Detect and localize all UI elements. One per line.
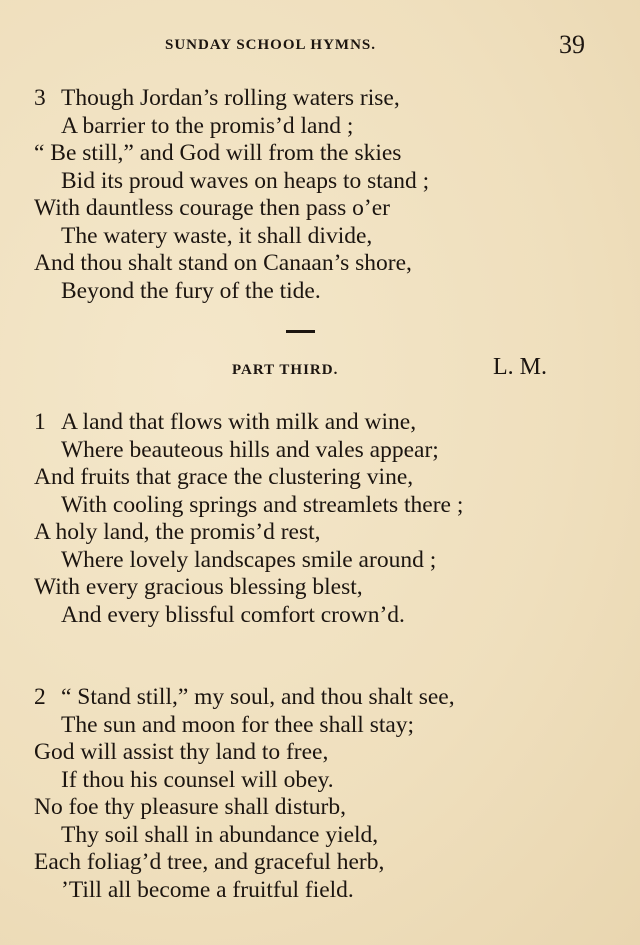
hymn-line (34, 409, 463, 437)
hymn-line: If thou his counsel will obey. (61, 766, 334, 793)
hymn-line-text: “ Stand still,” my soul, and thou shalt see, (61, 684, 455, 710)
hymn-line: The sun and moon for thee shall stay; (61, 711, 415, 738)
hymn-line: With dauntless courage then pass o’er (34, 195, 391, 221)
running-title: SUNDAY SCHOOL HYMNS. (165, 37, 377, 53)
hymn-line: ’Till all become a fruitful field. (61, 876, 354, 903)
section-divider (286, 330, 315, 333)
hymn-line: With every gracious blessing blest, (34, 574, 363, 600)
hymn-line-text: Though Jordan’s rolling waters rise, (61, 85, 400, 111)
hymn-line: With cooling springs and streamlets there ; (61, 491, 464, 518)
stanza-number: 2 (34, 684, 46, 710)
page-number: 39 (559, 30, 585, 59)
stanza-part3-verse-2 (34, 684, 455, 904)
stanza-number: 1 (34, 409, 46, 435)
hymn-line: Beyond the fury of the tide. (61, 277, 321, 304)
hymn-line-text: A land that flows with milk and wine, (61, 409, 417, 435)
hymn-line: And every blissful comfort crown’d. (61, 601, 405, 628)
meter-label: L. M. (493, 354, 547, 380)
stanza-part2-verse-3 (34, 85, 429, 305)
stanza-number: 3 (34, 85, 46, 111)
hymn-line (34, 684, 455, 712)
stanza-part3-verse-1 (34, 409, 463, 629)
hymn-line: God will assist thy land to free, (34, 739, 329, 765)
hymn-line: A barrier to the promis’d land ; (61, 112, 354, 139)
hymn-line: No foe thy pleasure shall disturb, (34, 794, 346, 820)
hymn-line: Where beauteous hills and vales appear; (61, 436, 439, 463)
hymn-line: Bid its proud waves on heaps to stand ; (61, 167, 430, 194)
hymn-line: And thou shalt stand on Canaan’s shore, (34, 250, 412, 276)
hymn-line: Each foliag’d tree, and graceful herb, (34, 849, 385, 875)
hymn-line: And fruits that grace the clustering vine, (34, 464, 414, 490)
page-header (0, 30, 640, 62)
hymn-line: The watery waste, it shall divide, (61, 222, 373, 249)
hymn-line: Where lovely landscapes smile around ; (61, 546, 437, 573)
hymn-line: Thy soil shall in abundance yield, (61, 821, 379, 848)
hymn-line: A holy land, the promis’d rest, (34, 519, 321, 545)
hymn-line (34, 85, 429, 113)
section-title: PART THIRD. (232, 362, 339, 378)
hymn-line: “ Be still,” and God will from the skies (34, 140, 402, 166)
